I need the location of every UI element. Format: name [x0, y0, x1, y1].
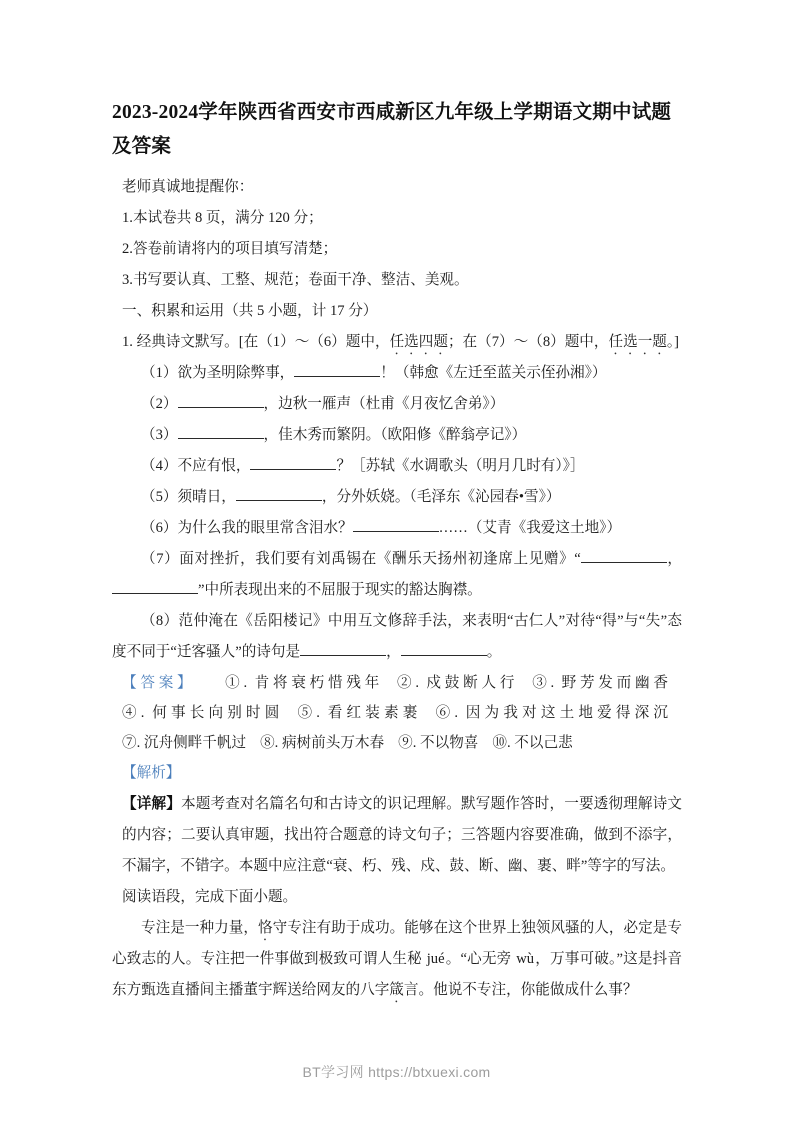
- question-item-2: [112, 389, 682, 420]
- item-8-part-b: ，: [386, 644, 401, 660]
- passage-emphasis-ke: 恪: [257, 920, 273, 936]
- item-8-blank-1[interactable]: [300, 640, 386, 656]
- answer-item-6: ⑥. 因为我对这土地爱得深沉: [435, 705, 668, 721]
- question-item-8: [112, 606, 682, 668]
- item-4-after: ？［苏轼《水调歌头（明月几时有）》］: [336, 458, 585, 474]
- question-item-7: [112, 544, 682, 606]
- item-7-blank-2[interactable]: [112, 578, 198, 594]
- page-title: 2023-2024学年陕西省西安市西咸新区九年级上学期语文期中试题及答案: [112, 102, 672, 157]
- item-5-number: （5）: [141, 489, 178, 505]
- passage-seg-5: 言。他说不专注，你能做成什么事？: [403, 982, 638, 998]
- answer-item-1: ①. 肯将衰朽惜残年: [221, 675, 384, 691]
- item-5-before: 须晴日，: [177, 489, 236, 505]
- item-3-after: ，佳木秀而繁阴。（欧阳修《醉翁亭记》）: [263, 427, 527, 443]
- analysis-label-line: [112, 758, 682, 789]
- passage-emphasis-zhen: 箴: [389, 982, 404, 998]
- item-8-blank-2[interactable]: [401, 640, 487, 656]
- analysis-label: 【解析】: [122, 765, 181, 781]
- question-item-4: [112, 451, 682, 482]
- item-8-part-a: 范仲淹在《岳阳楼记》中用互文修辞手法，来表明“古仁人”对待“得”与“失”态度不同于“迁客骚人”的诗句是: [112, 613, 682, 660]
- reading-passage: [112, 913, 682, 1006]
- item-4-number: （4）: [141, 458, 178, 474]
- item-7-number: （7）: [141, 551, 180, 567]
- notice-line-3: 3.书写要认真、工整、规范；卷面干净、整洁、美观。: [122, 272, 469, 288]
- item-6-blank[interactable]: [353, 516, 439, 532]
- question-1-stem-prefix: 1. 经典诗文默写。[在（1）～（6）题中，: [122, 334, 390, 350]
- item-1-number: （1）: [141, 365, 178, 381]
- item-7-part-b: ，: [666, 551, 682, 567]
- answer-item-3: ③. 野芳发而幽香: [532, 675, 668, 691]
- answer-item-4: ④. 何事长向别时圆: [122, 705, 284, 721]
- answer-item-7: ⑦. 沉舟侧畔千帆过: [122, 735, 247, 751]
- question-item-6: [112, 513, 682, 544]
- answer-item-9: ⑨. 不以物喜: [398, 735, 479, 751]
- item-6-after: ……（艾青《我爱这土地》）: [438, 520, 622, 536]
- question-1-emphasis-1: 任选四题: [389, 334, 448, 350]
- detail-text: 本题考查对名篇名句和古诗文的识记理解。默写题作答时，一要透彻理解诗文的内容；二要认真审题，找出符合题意的诗文句子；三答题内容要准确，做到不添字，不漏字，不错字。本题中应注意“衰、朽、残、戍、鼓、断、幽、裹、畔”等字的写法。: [122, 796, 682, 874]
- footer-watermark: BT学习网 https://btxuexi.com: [302, 1064, 491, 1080]
- item-2-after: ，边秋一雁声（杜甫《月夜忆舍弟》）: [263, 396, 505, 412]
- answer-item-2: ②. 戍鼓断人行: [397, 675, 519, 691]
- section-heading: 一、积累和运用（共 5 小题，计 17 分）: [122, 303, 378, 319]
- answer-item-8: ⑧. 病树前头万木春: [260, 735, 385, 751]
- passage-seg-2: 守专注有助于成功。能够在这个世界上独领风骚的人，必定是专心致志的人。专注把一件事做到极致可谓人生秘: [112, 920, 682, 967]
- passage-seg-1: 专注是一种力量，: [141, 920, 258, 936]
- question-item-5: [112, 482, 682, 513]
- item-2-number: （2）: [141, 396, 178, 412]
- question-item-3: [112, 420, 682, 451]
- answer-label: 【答案】: [122, 675, 196, 691]
- question-1-stem-mid: ；在（7）～（8）题中，: [447, 334, 609, 350]
- reading-prompt: 阅读语段，完成下面小题。: [122, 889, 298, 905]
- item-1-after: ！（韩愈《左迁至蓝关示侄孙湘》）: [380, 365, 607, 381]
- item-7-part-c: ”中所表现出来的不屈服于现实的豁达胸襟。: [198, 582, 482, 598]
- item-2-blank[interactable]: [178, 392, 264, 408]
- item-7-part-a: 面对挫折，我们要有刘禹锡在《酬乐天扬州初逢席上见赠》“: [179, 551, 581, 567]
- document-content: [112, 96, 682, 1006]
- answer-item-10: ⑩. 不以己悲: [492, 735, 573, 751]
- passage-pinyin-wu: wù: [516, 951, 535, 967]
- item-8-number: （8）: [141, 613, 179, 629]
- notice-line-1: 1.本试卷共 8 页，满分 120 分；: [122, 210, 323, 226]
- answer-item-5: ⑤. 看红装素裹: [297, 705, 422, 721]
- question-1-stem-suffix: 。]: [666, 334, 680, 350]
- item-4-blank[interactable]: [250, 454, 336, 470]
- notice-line-2: 2.答卷前请将内的项目填写清楚；: [122, 241, 338, 257]
- passage-seg-4: ，万事可破。”这是抖音东方甄选直播间主播董宇辉送给网友的八字: [112, 951, 682, 998]
- item-5-after: ，分外妖娆。（毛泽东《沁园春•雪》）: [321, 489, 561, 505]
- question-item-1: [112, 358, 682, 389]
- item-8-part-c: 。: [486, 644, 502, 660]
- passage-seg-3: 。“心无旁: [445, 951, 516, 967]
- item-3-number: （3）: [141, 427, 178, 443]
- answer-block: [112, 668, 682, 758]
- item-4-before: 不应有恨，: [177, 458, 251, 474]
- item-6-before: 为什么我的眼里常含泪水？: [177, 520, 353, 536]
- item-1-before: 欲为圣明除弊事，: [177, 365, 295, 381]
- item-3-blank[interactable]: [178, 423, 264, 439]
- detail-explanation: [112, 789, 682, 882]
- notice-heading: 老师真诚地提醒你：: [122, 179, 254, 195]
- item-5-blank[interactable]: [236, 485, 322, 501]
- question-1-stem: [112, 327, 682, 358]
- item-6-number: （6）: [141, 520, 178, 536]
- passage-pinyin-jue: jué: [426, 951, 445, 967]
- item-1-blank[interactable]: [294, 361, 380, 377]
- item-7-blank-1[interactable]: [581, 547, 667, 563]
- question-1-emphasis-2: 任选一题: [608, 334, 667, 350]
- detail-label: 【详解】: [122, 796, 181, 812]
